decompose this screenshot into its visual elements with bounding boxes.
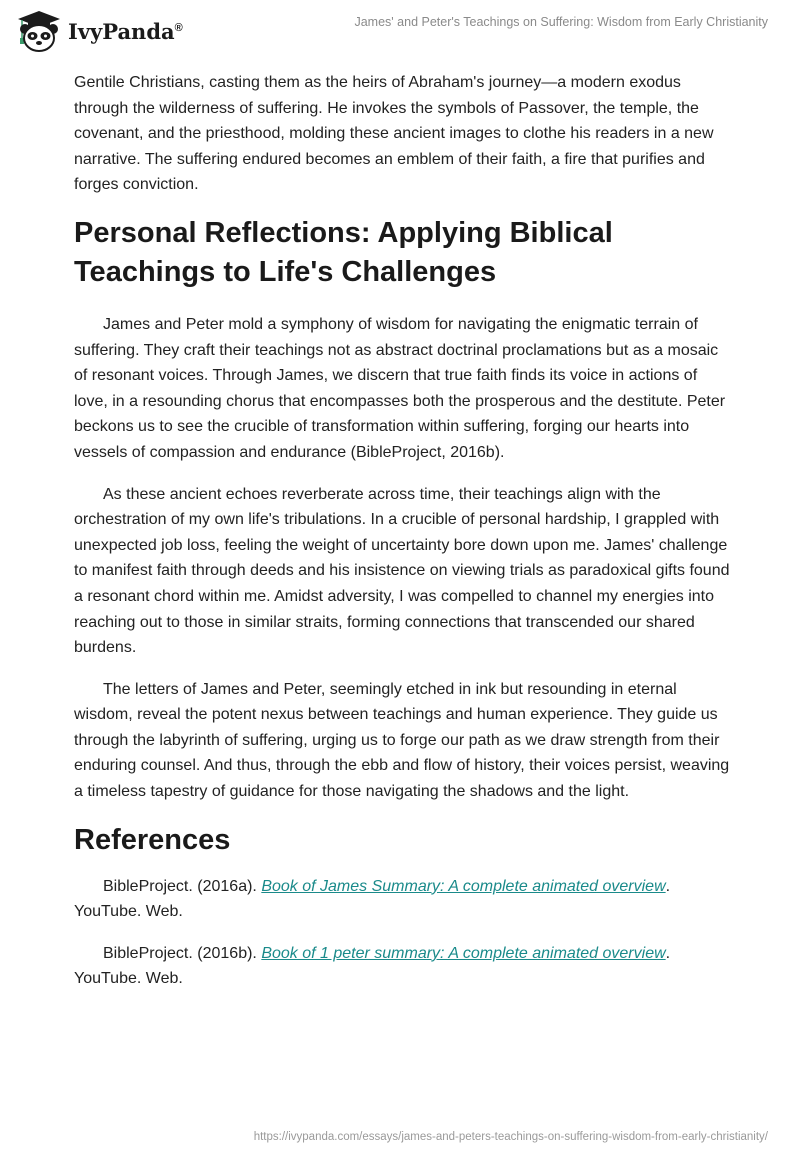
logo-text: IvyPanda®	[68, 18, 183, 44]
panda-graduate-icon	[14, 9, 64, 53]
document-title: James' and Peter's Teachings on Suffering: Wisdom from Early Christianity	[354, 15, 768, 29]
references-heading: References	[74, 823, 231, 856]
reference-prefix: BibleProject. (2016a).	[103, 877, 262, 895]
reference-entry	[74, 874, 734, 925]
reference-link[interactable]: Book of 1 peter summary: A complete animated overview	[261, 944, 666, 962]
footer-url: https://ivypanda.com/essays/james-and-peters-teachings-on-suffering-wisdom-from-early-christianity/	[253, 1131, 768, 1143]
reference-suffix: . YouTube. Web.	[74, 877, 671, 921]
page-header	[0, 0, 800, 60]
intro-paragraph: Gentile Christians, casting them as the heirs of Abraham's journey—a modern exodus through the wilderness of suffering. He invokes the symbols of Passover, the temple, the covenant, and the priesthood, molding these ancient images to clothe his readers in a new narrative. The suffering endured becomes an emblem of their faith, a fire that purifies and forges conviction.	[74, 74, 714, 194]
reference-suffix: . YouTube. Web.	[74, 944, 671, 988]
reference-link[interactable]: Book of James Summary: A complete animated overview	[261, 877, 666, 895]
ivypanda-logo[interactable]	[14, 10, 183, 52]
section-heading: Personal Reflections: Applying Biblical Teachings to Life's Challenges	[74, 216, 613, 288]
essay-content	[74, 70, 734, 1008]
body-paragraph: As these ancient echoes reverberate across time, their teachings align with the orchestration of my own life's tribulations. In a crucible of personal hardship, I grappled with unexpected job loss, feeling the weight of uncertainty bore down upon me. James' challenge to manifest faith through deeds and his insistence on viewing trials as paradoxical gifts found a resonant chord within me. Amidst adversity, I was compelled to channel my energies into reaching out to those in similar straits, forming connections that transcended our shared burdens.	[74, 485, 730, 657]
body-paragraph: The letters of James and Peter, seemingly etched in ink but resounding in eternal wisdom, reveal the potent nexus between teachings and human experience. They guide us through the labyrinth of suffering, urging us to forge our path as we draw strength from their enduring counsel. And thus, through the ebb and flow of history, their voices persist, weaving a timeless tapestry of guidance for those navigating the shadows and the light.	[74, 680, 730, 801]
body-paragraph: James and Peter mold a symphony of wisdom for navigating the enigmatic terrain of suffering. They craft their teachings not as abstract doctrinal proclamations but as a mosaic of resonant voices. Through James, we discern that true faith finds its voice in actions of love, in a resounding chorus that encompasses both the prosperous and the destitute. Peter beckons us to see the crucible of transformation within suffering, forging our hearts into vessels of compassion and endurance (BibleProject, 2016b).	[74, 315, 726, 461]
reference-prefix: BibleProject. (2016b).	[103, 944, 262, 962]
reference-entry	[74, 941, 734, 992]
